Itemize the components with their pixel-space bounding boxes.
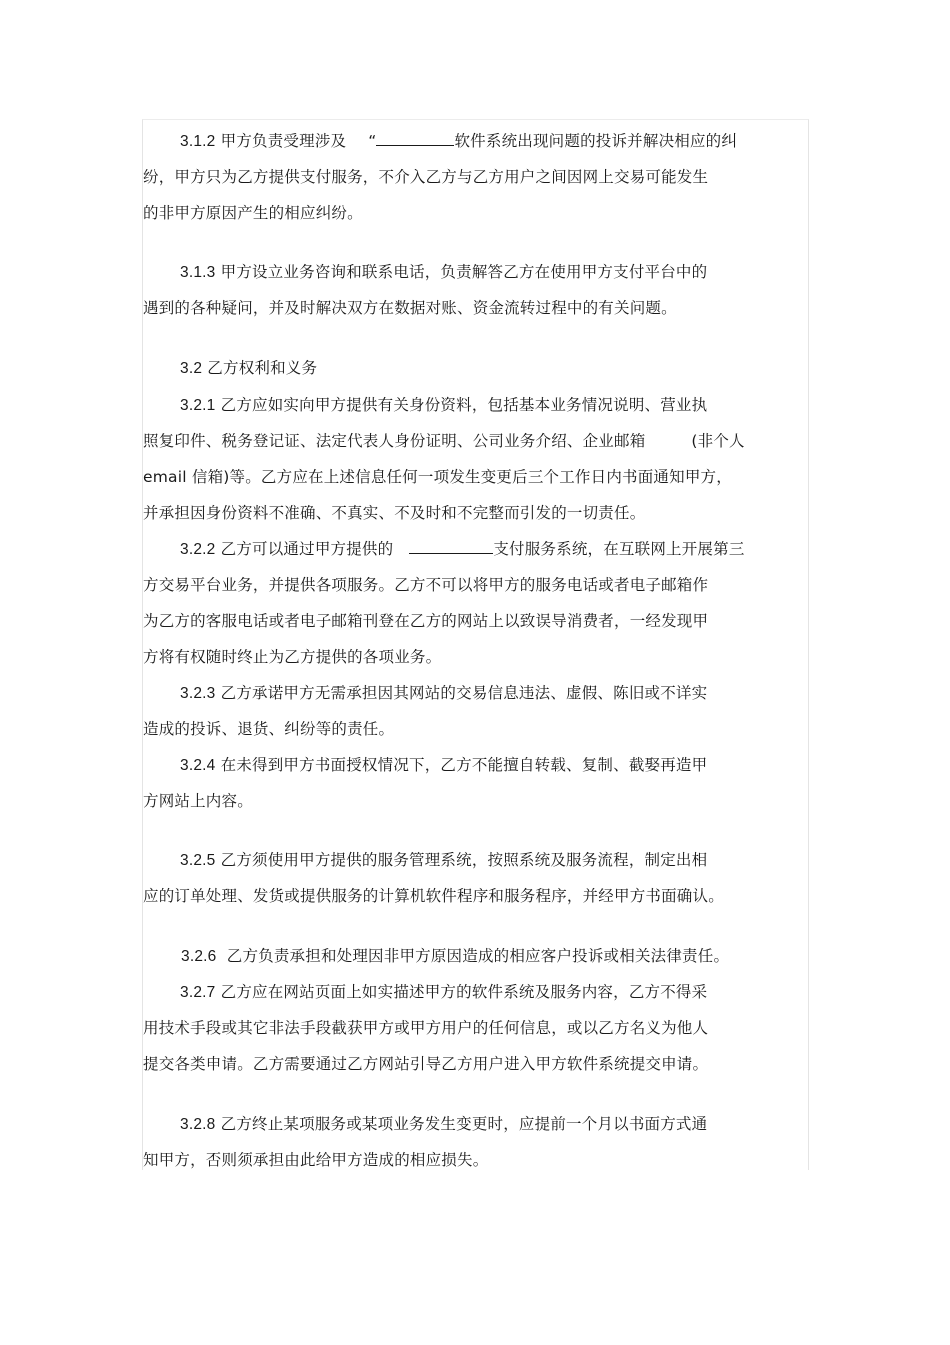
clause-number: 3.2.3 (180, 685, 216, 702)
paragraph-line: 造成的投诉、退货、纠纷等的责任。 (143, 720, 395, 738)
clause-3-2-8-line-1: 3.2.8 乙方终止某项服务或某项业务发生变更时，应提前一个月以书面方式通 (180, 1115, 708, 1133)
paragraph-line: 遇到的各种疑问，并及时解决双方在数据对账、资金流转过程中的有关问题。 (143, 299, 677, 317)
clause-3-1-2-line-1: 3.1.2 甲方负责受理涉及 “ 软件系统出现问题的投诉并解决相应的纠 (180, 132, 738, 150)
section-heading-3-2: 3.2 乙方权利和义务 (180, 359, 318, 377)
clause-number: 3.2.7 (180, 984, 216, 1001)
clause-3-1-3-line-1: 3.1.3 甲方设立业务咨询和联系电话，负责解答乙方在使用甲方支付平台中的 (180, 263, 708, 281)
clause-3-2-7-line-1: 3.2.7 乙方应在网站页面上如实描述甲方的软件系统及服务内容，乙方不得采 (180, 983, 708, 1001)
paragraph-line: 并承担因身份资料不准确、不真实、不及时和不完整而引发的一切责任。 (143, 504, 646, 522)
clause-3-2-3-line-1: 3.2.3 乙方承诺甲方无需承担因其网站的交易信息违法、虚假、陈旧或不详实 (180, 684, 708, 702)
paragraph-line: email 信箱)等。乙方应在上述信息任何一项发生变更后三个工作日内书面通知甲方， (143, 468, 732, 486)
clause-number: 3.2.5 (180, 852, 216, 869)
paragraph-line: 提交各类申请。乙方需要通过乙方网站引导乙方用户进入甲方软件系统提交申请。 (143, 1055, 709, 1073)
paragraph-line: 方将有权随时终止为乙方提供的各项业务。 (143, 648, 442, 666)
clause-number: 3.2.6 (181, 948, 217, 965)
clause-number: 3.2.8 (180, 1116, 216, 1133)
fill-in-blank (409, 539, 493, 554)
paragraph-line: 应的订单处理、发货或提供服务的计算机软件程序和服务程序，并经甲方书面确认。 (143, 887, 724, 905)
paragraph-line: 为乙方的客服电话或者电子邮箱刊登在乙方的网站上以致误导消费者，一经发现甲 (143, 612, 709, 630)
clause-3-2-5-line-1: 3.2.5 乙方须使用甲方提供的服务管理系统，按照系统及服务流程，制定出相 (180, 851, 708, 869)
clause-number: 3.1.2 (180, 133, 216, 150)
paragraph-line: 方交易平台业务，并提供各项服务。乙方不可以将甲方的服务电话或者电子邮箱作 (143, 576, 709, 594)
clause-number: 3.1.3 (180, 264, 216, 281)
paragraph-line: 方网站上内容。 (143, 792, 253, 810)
clause-3-2-1-line-1: 3.2.1 乙方应如实向甲方提供有关身份资料，包括基本业务情况说明、营业执 (180, 396, 708, 414)
clause-number: 3.2.1 (180, 397, 216, 414)
paragraph-line: 纷，甲方只为乙方提供支付服务，不介入乙方与乙方用户之间因网上交易可能发生 (143, 168, 709, 186)
clause-number: 3.2.2 (180, 541, 216, 558)
paragraph-line: 照复印件、税务登记证、法定代表人身份证明、公司业务介绍、企业邮箱 (非个人 (143, 432, 745, 450)
clause-number: 3.2 (180, 360, 203, 377)
paragraph-line: 知甲方，否则须承担由此给甲方造成的相应损失。 (143, 1151, 489, 1169)
clause-3-2-6-line-1: 3.2.6 乙方负责承担和处理因非甲方原因造成的相应客户投诉或相关法律责任。 (181, 947, 730, 965)
clause-number: 3.2.4 (180, 757, 216, 774)
fill-in-blank (376, 131, 454, 146)
paragraph-line: 的非甲方原因产生的相应纠纷。 (143, 204, 363, 222)
paragraph-line: 用技术手段或其它非法手段截获甲方或甲方用户的任何信息，或以乙方名义为他人 (143, 1019, 709, 1037)
clause-3-2-2-line-1: 3.2.2 乙方可以通过甲方提供的 支付服务系统，在互联网上开展第三 (180, 540, 745, 558)
clause-3-2-4-line-1: 3.2.4 在未得到甲方书面授权情况下，乙方不能擅自转载、复制、截娶再造甲 (180, 756, 708, 774)
